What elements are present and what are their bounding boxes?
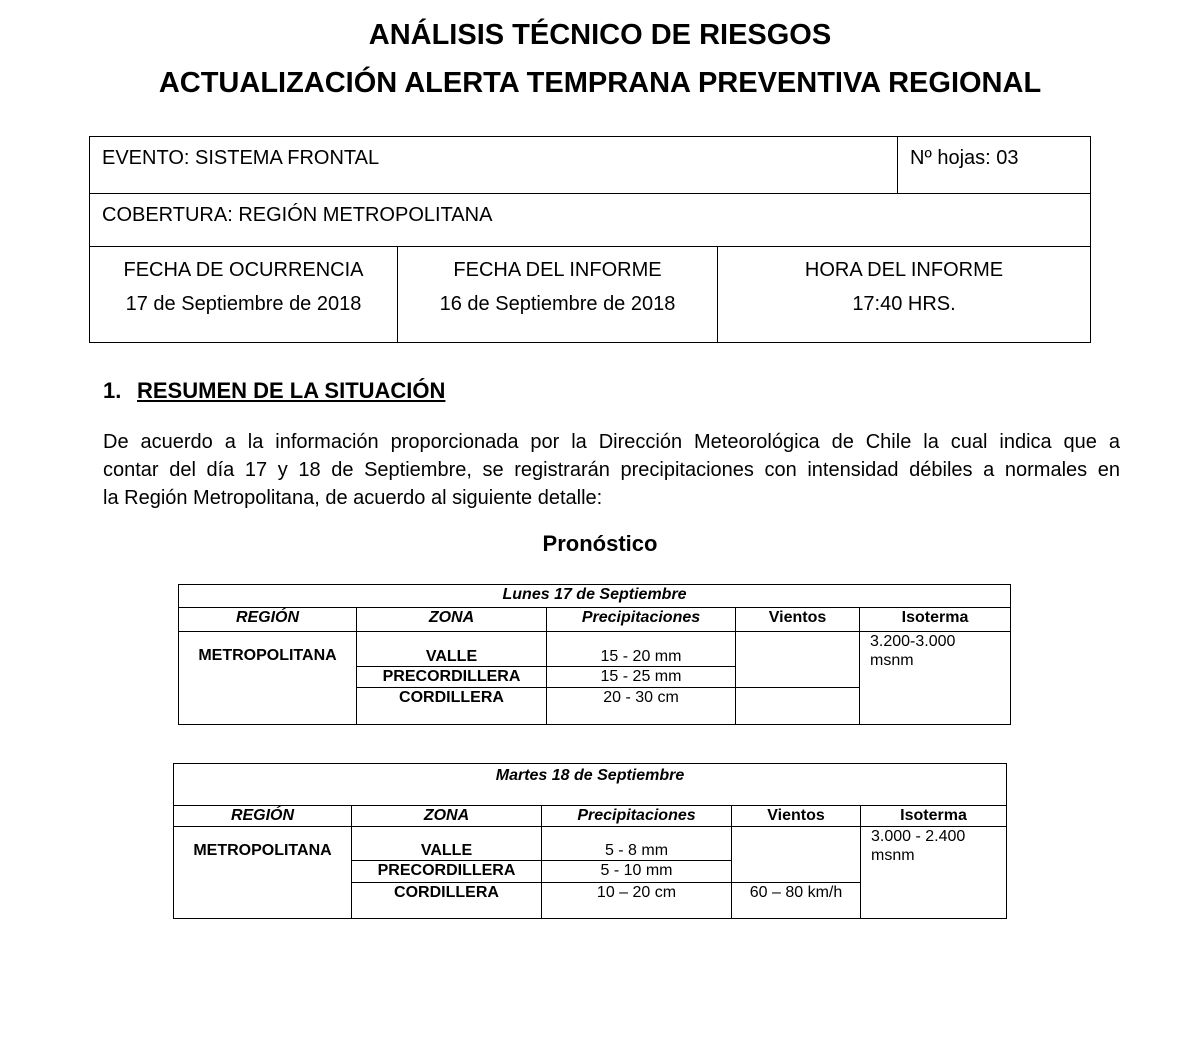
hora-informe-value: 17:40 HRS. xyxy=(852,293,956,315)
vientos-cell xyxy=(732,827,861,883)
precip-cell: 5 - 8 mm xyxy=(542,827,732,861)
forecast-table-tuesday xyxy=(173,763,1007,919)
column-header-precipitaciones: Precipitaciones xyxy=(547,608,736,632)
section-number: 1. xyxy=(103,378,122,403)
zona-cell: VALLE xyxy=(352,827,542,861)
section-heading xyxy=(103,378,445,404)
fecha-ocurrencia-label: FECHA DE OCURRENCIA xyxy=(123,259,364,281)
cobertura-cell xyxy=(90,194,1091,247)
summary-paragraph xyxy=(103,428,1120,512)
document-title: ANÁLISIS TÉCNICO DE RIESGOS xyxy=(368,19,832,51)
zona-cell: PRECORDILLERA xyxy=(357,667,547,688)
vientos-cell xyxy=(736,688,860,725)
hora-informe-cell xyxy=(718,247,1091,343)
region-cell: METROPOLITANA xyxy=(174,827,352,919)
vientos-cell: 60 – 80 km/h xyxy=(732,883,861,919)
isoterma-unit: msnm xyxy=(871,847,915,864)
fecha-informe-value: 16 de Septiembre de 2018 xyxy=(439,293,676,315)
isoterma-value: 3.000 - 2.400 xyxy=(871,828,966,845)
region-cell: METROPOLITANA xyxy=(179,632,357,725)
isoterma-cell xyxy=(860,632,1011,725)
fecha-informe-label: FECHA DEL INFORME xyxy=(453,259,662,281)
column-header-isoterma: Isoterma xyxy=(860,608,1011,632)
hojas-text: Nº hojas: 03 xyxy=(910,147,1019,169)
evento-text: EVENTO: SISTEMA FRONTAL xyxy=(102,147,380,169)
document-subtitle: ACTUALIZACIÓN ALERTA TEMPRANA PREVENTIVA REGIONAL xyxy=(158,67,1042,99)
fecha-ocurrencia-cell xyxy=(90,247,398,343)
forecast-table-monday xyxy=(178,584,1011,725)
isoterma-cell xyxy=(861,827,1007,919)
column-header-region: REGIÓN xyxy=(179,608,357,632)
column-header-vientos: Vientos xyxy=(736,608,860,632)
paragraph-line: contar del día 17 y 18 de Septiembre, se registrarán precipitaciones con intensidad débiles a normales en xyxy=(103,459,1120,481)
column-header-isoterma: Isoterma xyxy=(861,806,1007,827)
fecha-informe-cell xyxy=(398,247,718,343)
isoterma-unit: msnm xyxy=(870,652,914,669)
hojas-cell xyxy=(898,137,1091,194)
zona-cell: CORDILLERA xyxy=(357,688,547,725)
paragraph-line: la Región Metropolitana, de acuerdo al siguiente detalle: xyxy=(103,487,603,509)
day-header: Martes 18 de Septiembre xyxy=(174,764,1007,806)
precip-cell: 15 - 20 mm xyxy=(547,632,736,667)
section-title: RESUMEN DE LA SITUACIÓN xyxy=(137,378,446,403)
zona-cell: VALLE xyxy=(357,632,547,667)
zona-cell: CORDILLERA xyxy=(352,883,542,919)
column-header-precipitaciones: Precipitaciones xyxy=(542,806,732,827)
column-header-zona: ZONA xyxy=(352,806,542,827)
precip-cell: 20 - 30 cm xyxy=(547,688,736,725)
paragraph-line: De acuerdo a la información proporcionada por la Dirección Meteorológica de Chile la cual indica que a xyxy=(103,431,1120,453)
evento-cell xyxy=(90,137,898,194)
day-header: Lunes 17 de Septiembre xyxy=(179,585,1011,608)
hora-informe-label: HORA DEL INFORME xyxy=(804,259,1004,281)
vientos-cell xyxy=(736,632,860,688)
precip-cell: 5 - 10 mm xyxy=(542,861,732,883)
report-header-table xyxy=(89,136,1091,343)
column-header-zona: ZONA xyxy=(357,608,547,632)
precip-cell: 10 – 20 cm xyxy=(542,883,732,919)
column-header-vientos: Vientos xyxy=(732,806,861,827)
cobertura-text: COBERTURA: REGIÓN METROPOLITANA xyxy=(102,204,493,226)
isoterma-value: 3.200-3.000 xyxy=(870,633,956,650)
zona-cell: PRECORDILLERA xyxy=(352,861,542,883)
fecha-ocurrencia-value: 17 de Septiembre de 2018 xyxy=(125,293,362,315)
column-header-region: REGIÓN xyxy=(174,806,352,827)
precip-cell: 15 - 25 mm xyxy=(547,667,736,688)
forecast-title: Pronóstico xyxy=(542,531,658,556)
